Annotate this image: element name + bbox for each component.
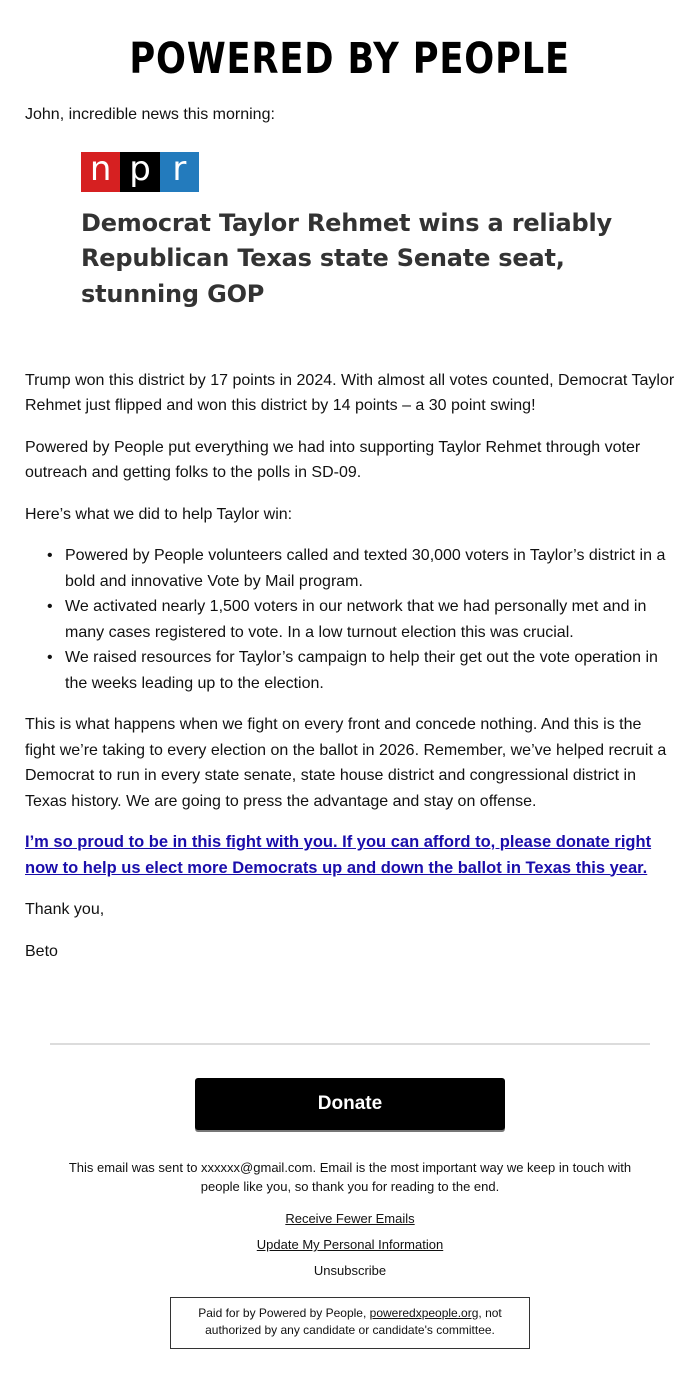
divider [50,1043,650,1045]
npr-logo [81,148,199,192]
news-headline: Democrat Taylor Rehmet wins a reliably Republican Texas state Senate seat, stunning GOP [81,208,612,308]
brand-logo-text: POWERED BY PEOPLE [129,34,571,84]
email-footer [50,1158,650,1287]
sent-notice: This email was sent to xxxxxx@gmail.com. Email is the most important way we keep in touch with people like you, so thank you for reading to the end. [68,1160,632,1194]
receive-fewer-emails-link[interactable]: Receive Fewer Emails [285,1211,415,1226]
npr-logo-r: r [160,152,199,192]
donate-button[interactable]: Donate [195,1078,505,1130]
npr-logo-p: p [120,152,159,192]
paragraph-closing: This is what happens when we fight on every front and concede nothing. And this is the fight we’re taking to every election on the ballot in 2026. Remember, we’ve helped recruit a Democrat to run in every state senate, state house district and congressional district in Texas history. We are going to press the advantage and stay on offense. [25,716,667,810]
accomplishment-list [25,543,675,696]
signoff: Thank you, [25,901,105,918]
signature: Beto [25,942,58,960]
website-link[interactable]: poweredxpeople.org [369,1306,479,1320]
news-screenshot [81,148,675,352]
disclaimer-prefix: Paid for by Powered by People, [198,1306,370,1320]
list-item: • We activated nearly 1,500 voters in our network that we had personally met and in many cases registered to vote. In a low turnout election this was crucial. [47,594,675,645]
list-item: • Powered by People volunteers called and texted 30,000 voters in Taylor’s district in a bold and innovative Vote by Mail program. [47,543,675,594]
paragraph-intro-list: Here’s what we did to help Taylor win: [25,505,293,523]
paragraph-effort: Powered by People put everything we had into supporting Taylor Rehmet through voter outreach and getting folks to the polls in SD-09. [25,438,641,481]
npr-logo-n: n [81,152,120,192]
update-info-link[interactable]: Update My Personal Information [256,1237,444,1252]
email-header [0,30,700,88]
paid-for-disclaimer [170,1297,530,1349]
unsubscribe-link[interactable]: Unsubscribe [313,1263,387,1278]
list-item: • We raised resources for Taylor’s campaign to help their get out the vote operation in the weeks leading up to the election. [47,645,675,696]
greeting: John, incredible news this morning: [25,106,275,123]
disclaimer-suffix: , not authorized by any candidate or candidate's committee. [205,1306,502,1337]
donate-cta-link[interactable]: I’m so proud to be in this fight with you. If you can afford to, please donate right now to help us elect more Democrats up and down the ballot in Texas this year. [25,833,652,877]
paragraph-result: Trump won this district by 17 points in 2024. With almost all votes counted, Democrat Taylor Rehmet just flipped and won this district by 14 points – a 30 point swing! [25,371,675,414]
email-body [25,102,675,980]
